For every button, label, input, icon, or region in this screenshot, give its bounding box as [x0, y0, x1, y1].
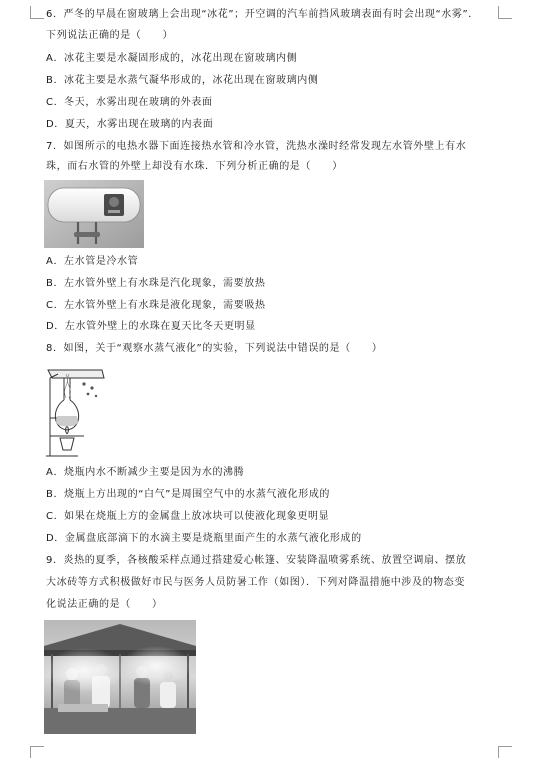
crop-mark-bottom-left: [30, 746, 44, 747]
q9-stem-line-2: 大冰砖等方式积极做好市民与医务人员防暑工作（如图）．下列对降温措施中涉及的物态变: [46, 577, 465, 588]
q8-option-a: A．烧瓶内水不断减少主要是因为水的沸腾: [46, 467, 245, 478]
water-heater-photo: [44, 180, 144, 248]
q7-stem-line-2: 珠，而右水管的外壁上却没有水珠．下列分析正确的是（ ）: [46, 161, 343, 172]
q8-option-d: D．金属盘底部滴下的水滴主要是烧瓶里面产生的水蒸气液化形成的: [46, 533, 362, 544]
q7-stem-line-1: 7．如图所示的电热水器下面连接热水管和冷水管，洗热水澡时经常发现左水管外壁上有水: [46, 141, 467, 152]
q7-option-d: D．左水管外壁上的水珠在夏天比冬天更明显: [46, 321, 256, 332]
q8-option-b: B．烧瓶上方出现的“白气”是周围空气中的水蒸气液化形成的: [46, 489, 331, 500]
q6-option-b: B．冰花主要是水蒸气凝华形成的，冰花出现在窗玻璃内侧: [46, 75, 319, 86]
q9-stem-line-1: 9．炎热的夏季，各核酸采样点通过搭建爱心帐篷、安装降温喷雾系统、放置空调扇、摆放: [46, 555, 467, 566]
q7-option-c: C．左水管外壁上有水珠是液化现象，需要吸热: [46, 300, 266, 311]
q6-option-d: D．夏天，水雾出现在玻璃的内表面: [46, 119, 214, 130]
crop-mark-top-left: [30, 6, 31, 18]
q6-option-c: C．冬天，水雾出现在玻璃的外表面: [46, 97, 213, 108]
crop-mark-bottom-left: [30, 746, 31, 758]
q9-stem-line-3: 化说法正确的是（ ）: [46, 599, 163, 610]
crop-mark-bottom-right: [498, 746, 512, 747]
crop-mark-bottom-right: [498, 746, 499, 758]
q7-option-b: B．左水管外壁上有水珠是汽化现象，需要放热: [46, 278, 266, 289]
crop-mark-top-left: [30, 18, 44, 19]
tent-sampling-photo: [44, 620, 196, 734]
q6-stem-line-2: 下列说法正确的是（ ）: [46, 30, 174, 41]
q7-option-a: A．左水管是冷水管: [46, 256, 139, 267]
q8-stem-line-1: 8．如图，关于“观察水蒸气液化”的实验，下列说法中错误的是（ ）: [46, 343, 383, 354]
q8-option-c: C．如果在烧瓶上方的金属盘上放冰块可以使液化现象更明显: [46, 511, 330, 522]
q6-stem-line-1: 6．严冬的早晨在窗玻璃上会出现“冰花”；开空调的汽车前挡风玻璃表面有时会出现“水雾”．: [46, 9, 479, 20]
q6-option-a: A．冰花主要是水凝固形成的，冰花出现在窗玻璃内侧: [46, 53, 298, 64]
flask-condensation-apparatus: [44, 364, 108, 460]
